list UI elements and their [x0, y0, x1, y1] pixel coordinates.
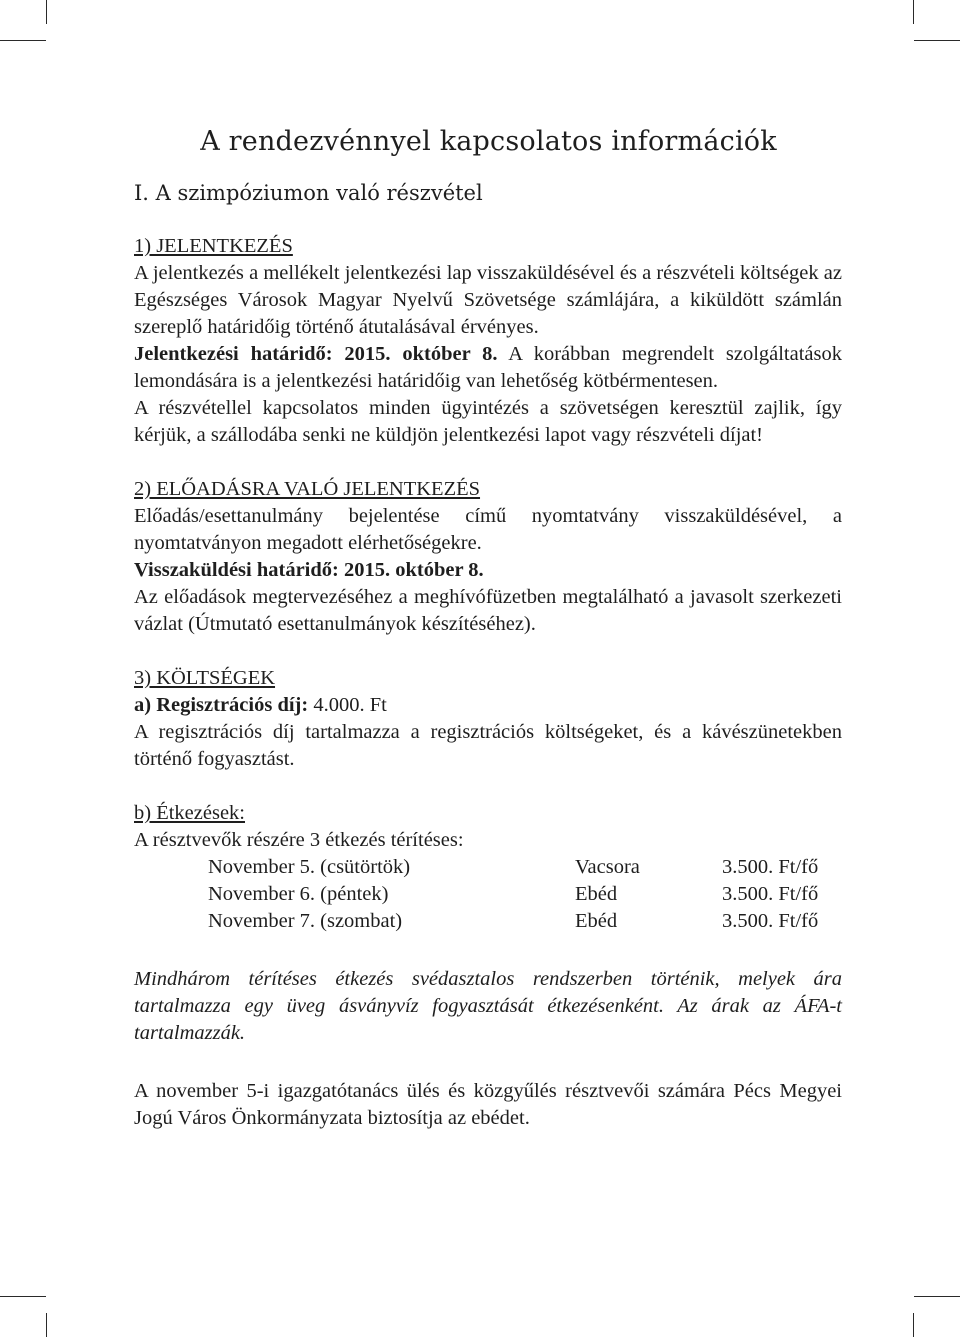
registration-fee: a) Regisztrációs díj: 4.000. Ft — [134, 694, 387, 716]
presentation-structure-paragraph: Az előadások megtervezéséhez a meghívófüzetben megtalálható a javasolt szerkezeti vázlat (Útmutató esettanulmányok készítéséhez). — [134, 586, 842, 635]
meal-price: 3.500. Ft/fő — [722, 910, 819, 932]
registration-deadline: Jelentkezési határidő: 2015. október 8. — [134, 343, 498, 365]
meal-row — [134, 908, 842, 935]
page-title: A rendezvénnyel kapcsolatos információk — [200, 126, 777, 157]
presentation-deadline: Visszaküldési határidő: 2015. október 8. — [134, 559, 484, 581]
meals-heading: b) Étkezések: — [134, 802, 245, 824]
registration-heading: 1) JELENTKEZÉS — [134, 235, 293, 257]
meal-day: November 7. (szombat) — [208, 910, 403, 932]
meal-day: November 6. (péntek) — [208, 883, 389, 905]
document-body — [134, 233, 842, 1132]
registration-fee-text: A regisztrációs díj tartalmazza a regisztrációs költségeket, és a kávészünetekben történő fogyasztást. — [134, 721, 842, 770]
meal-type: Ebéd — [575, 910, 618, 932]
registration-deadline-paragraph — [134, 341, 842, 395]
meal-price: 3.500. Ft/fő — [722, 856, 819, 878]
meals-table — [134, 854, 842, 935]
presentation-paragraph: Előadás/esettanulmány bejelentése című nyomtatvány visszaküldésével, a nyomtatványon megadott elérhetőségekre. — [134, 505, 842, 554]
meal-price: 3.500. Ft/fő — [722, 883, 819, 905]
registration-paragraph: A jelentkezés a mellékelt jelentkezési lap visszaküldésével és a részvételi költségek az Egészséges Városok Magyar Nyelvű Szövetsége számlájára, a kiküldött számlán szereplő határidőig történő átutalásával érvényes. — [134, 262, 842, 338]
meal-row — [134, 881, 842, 908]
meal-row — [134, 854, 842, 881]
meal-type: Vacsora — [575, 856, 640, 878]
meals-intro: A résztvevők részére 3 étkezés térítéses: — [134, 829, 464, 851]
cancellation-text: A korábban megrendelt szolgáltatások lemondására is a jelentkezési határidőig van lehetőség kötbérmentesen. — [134, 343, 842, 392]
meals-note: Mindhárom térítéses étkezés svédasztalos rendszerben történik, melyek ára tartalmazza egy üveg ásványvíz fogyasztását étkezésenként. Az árak az ÁFA-t tartalmazzák. — [134, 968, 842, 1044]
presentation-heading: 2) ELŐADÁSRA VALÓ JELENTKEZÉS — [134, 478, 481, 500]
participation-paragraph: A részvétellel kapcsolatos minden ügyintézés a szövetségen keresztül zajlik, így kérjük, a szállodába senki ne küldjön jelentkezési lapot vagy részvételi díjat! — [134, 397, 842, 446]
meal-day: November 5. (csütörtök) — [208, 856, 411, 878]
closing-paragraph: A november 5-i igazgatótanács ülés és közgyűlés résztvevői számára Pécs Megyei Jogú Város Önkormányzata biztosítja az ebédet. — [134, 1080, 842, 1129]
section-title: I. A szimpóziumon való részvétel — [134, 181, 483, 205]
costs-heading: 3) KÖLTSÉGEK — [134, 667, 276, 689]
meal-type: Ebéd — [575, 883, 618, 905]
